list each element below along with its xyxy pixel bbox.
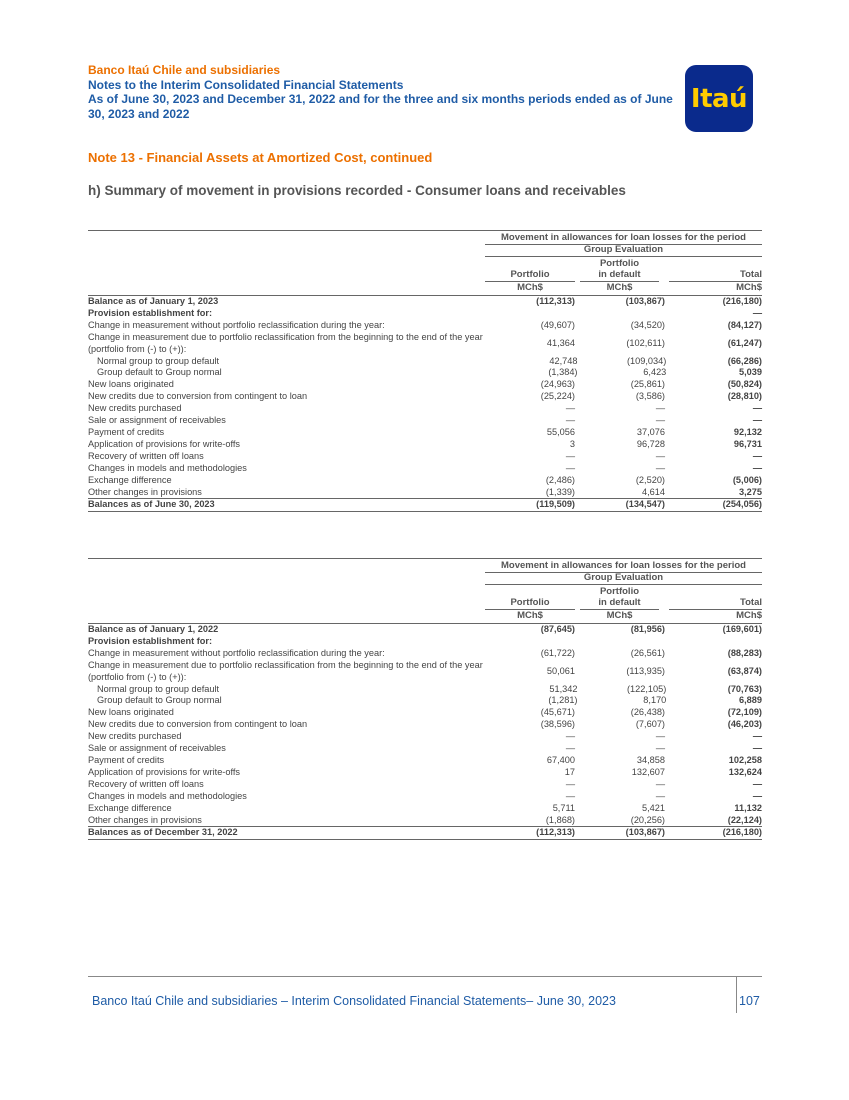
page-header	[88, 63, 678, 121]
col-total: Total	[740, 597, 762, 608]
table-row: Other changes in provisions (1,339) 4,614 3,275	[88, 486, 762, 497]
table-row: Recovery of written off loans — — —	[88, 778, 762, 789]
table-row: Normal group to group default 42,748 (109,034) (66,286)	[97, 355, 762, 366]
units-default: MCh$	[606, 610, 633, 621]
table-row: Sale or assignment of receivables — — —	[88, 415, 762, 426]
table-row: Change in measurement due to portfolio reclassification from the beginning to the end of the year (portfolio from (-) to (+)): 50,061 (113,935) (63,874)	[88, 659, 762, 682]
footer-text: Banco Itaú Chile and subsidiaries – Interim Consolidated Financial Statements– June 30, 2023	[92, 994, 616, 1008]
table-row-total: Balances as of June 30, 2023 (119,509) (134,547) (254,056)	[88, 498, 762, 512]
table-row: New credits due to conversion from contingent to loan (38,596) (7,607) (46,203)	[88, 719, 762, 730]
table-body	[88, 623, 762, 840]
table-row: New loans originated (24,963) (25,861) (50,824)	[88, 379, 762, 390]
header-line-1: Notes to the Interim Consolidated Financial Statements	[88, 77, 404, 92]
units-total: MCh$	[736, 282, 762, 293]
col-portfolio-default-line1: Portfolio	[599, 258, 640, 269]
table-row: Change in measurement due to portfolio reclassification from the beginning to the end of the year (portfolio from (-) to (+)): 41,364 (102,611) (61,247)	[88, 331, 762, 354]
col-portfolio-default-line1: Portfolio	[599, 586, 640, 597]
table-row: Change in measurement without portfolio reclassification during the year: (49,607) (34,520) (84,127)	[88, 319, 762, 330]
table-row: Changes in models and methodologies — — —	[88, 790, 762, 801]
table-row: Change in measurement without portfolio reclassification during the year: (61,722) (26,561) (88,283)	[88, 647, 762, 658]
table-row: Provision establishment for: —	[88, 307, 762, 318]
table-row-total: Balances as of December 31, 2022 (112,313) (103,867) (216,180)	[88, 826, 762, 840]
table-row: Balance as of January 1, 2023 (112,313) (103,867) (216,180)	[88, 296, 762, 306]
table-row: Payment of credits 67,400 34,858 102,258	[88, 754, 762, 765]
table-row: Recovery of written off loans — — —	[88, 450, 762, 461]
table-row: Application of provisions for write-offs 17 132,607 132,624	[88, 766, 762, 777]
movement-header: Movement in allowances for loan losses for the period	[485, 560, 762, 573]
table-body	[88, 295, 762, 512]
table-row: Sale or assignment of receivables — — —	[88, 743, 762, 754]
col-portfolio-default-line2: in default	[598, 597, 641, 608]
table-row: New credits purchased — — —	[88, 403, 762, 414]
table-row: Payment of credits 55,056 37,076 92,132	[88, 426, 762, 437]
units-default: MCh$	[606, 282, 633, 293]
col-portfolio-default-line2: in default	[598, 269, 641, 280]
table-row: Group default to Group normal (1,281) 8,170 6,889	[97, 695, 762, 706]
units-total: MCh$	[736, 610, 762, 621]
group-evaluation-header: Group Evaluation	[485, 572, 762, 585]
table-row: Exchange difference (2,486) (2,520) (5,006)	[88, 474, 762, 485]
table-header	[88, 231, 762, 295]
logo-text: Itaú	[690, 83, 748, 114]
table-row: Other changes in provisions (1,868) (20,256) (22,124)	[88, 814, 762, 825]
col-portfolio: Portfolio	[510, 597, 550, 608]
col-total: Total	[740, 269, 762, 280]
table-row: New credits purchased — — —	[88, 731, 762, 742]
company-name: Banco Itaú Chile and subsidiaries	[88, 63, 281, 77]
footer-divider	[88, 976, 762, 977]
provisions-table-2022	[88, 558, 762, 840]
table-row: Group default to Group normal (1,384) 6,423 5,039	[97, 367, 762, 378]
table-row: Provision establishment for:	[88, 635, 213, 646]
col-portfolio: Portfolio	[510, 269, 550, 280]
itau-logo	[685, 65, 753, 132]
group-evaluation-header: Group Evaluation	[485, 244, 762, 257]
table-row: Balance as of January 1, 2022 (87,645) (81,956) (169,601)	[88, 624, 762, 634]
footer-separator	[736, 977, 737, 1013]
table-header	[88, 559, 762, 623]
table-row: Changes in models and methodologies — — —	[88, 462, 762, 473]
units-portfolio: MCh$	[517, 282, 543, 293]
section-title: h) Summary of movement in provisions recorded - Consumer loans and receivables	[88, 183, 626, 198]
table-row: Exchange difference 5,711 5,421 11,132	[88, 802, 762, 813]
provisions-table-2023	[88, 230, 762, 512]
table-row: Application of provisions for write-offs 3 96,728 96,731	[88, 438, 762, 449]
table-row: New credits due to conversion from contingent to loan (25,224) (3,586) (28,810)	[88, 391, 762, 402]
table-row: New loans originated (45,671) (26,438) (72,109)	[88, 707, 762, 718]
movement-header: Movement in allowances for loan losses for the period	[485, 232, 762, 245]
page-number: 107	[739, 994, 760, 1008]
table-row: Normal group to group default 51,342 (122,105) (70,763)	[97, 683, 762, 694]
header-line-2: As of June 30, 2023 and December 31, 2022 and for the three and six months periods ended as of June 30, 2023 and 2022	[88, 92, 673, 121]
units-portfolio: MCh$	[517, 610, 543, 621]
note-title: Note 13 - Financial Assets at Amortized Cost, continued	[88, 150, 433, 165]
